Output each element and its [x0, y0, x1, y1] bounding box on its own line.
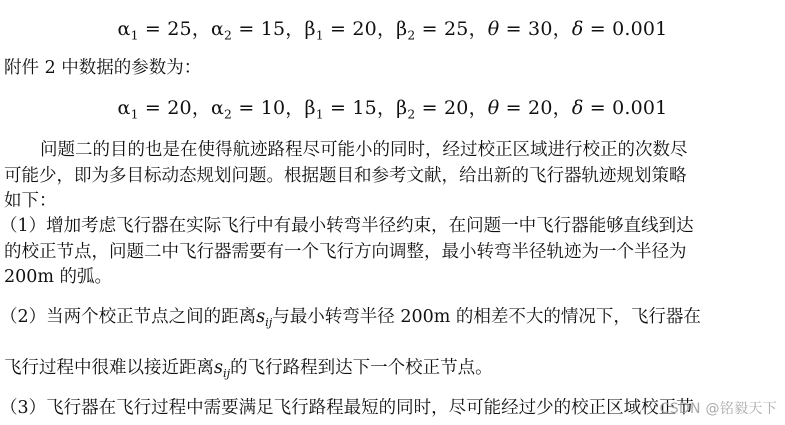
item-2-line-2: 飞行过程中很难以接近距离$s_{ij}$的飞行路程到达下一个校正节点。	[4, 358, 493, 380]
intro-paragraph-line-3: 如下：	[4, 191, 57, 211]
item-1-line-1: （1）增加考虑飞行器在实际飞行中有最小转弯半径约束，在问题一中飞行器能够直线到达	[0, 216, 694, 236]
intro-paragraph-line-2: 可能少，即为多目标动态规划问题。根据题目和参考文献，给出新的飞行器轨迹规划策略	[4, 166, 687, 186]
distance-symbol: $s_{ij}$	[256, 307, 273, 329]
attachment-2-label: 附件 2 中数据的参数为：	[4, 58, 202, 78]
item-1-line-3: 200m 的弧。	[4, 267, 113, 287]
intro-paragraph-line-1: 问题二的目的也是在使得航迹路程尽可能小的同时，经过校正区域进行校正的次数尽	[40, 140, 688, 160]
item-1-line-2: 的校正节点，问题二中飞行器需要有一个飞行方向调整，最小转弯半径轨迹为一个半径为	[4, 242, 687, 262]
item-2-line-1: （2）当两个校正节点之间的距离$s_{ij}$与最小转弯半径 200m 的相差不大的情况下，飞行器在	[0, 307, 701, 329]
parameter-equation-1: $\alpha_1 = 25$，$\alpha_2 = 15$，$\beta_1 = 20$，$\beta_2 = 25$，θ = 30，δ = 0.001	[117, 18, 668, 43]
parameter-equation-2: $\alpha_1 = 20$，$\alpha_2 = 10$，$\beta_1 = 15$，$\beta_2 = 20$，θ = 20，δ = 0.001	[117, 97, 668, 122]
watermark: CSDN @铭毅天下	[659, 401, 777, 417]
item-3-line-1: （3）飞行器在飞行过程中需要满足飞行路程最短的同时，尽可能经过少的校正区域校正节	[0, 398, 694, 418]
distance-symbol: $s_{ij}$	[214, 358, 231, 380]
